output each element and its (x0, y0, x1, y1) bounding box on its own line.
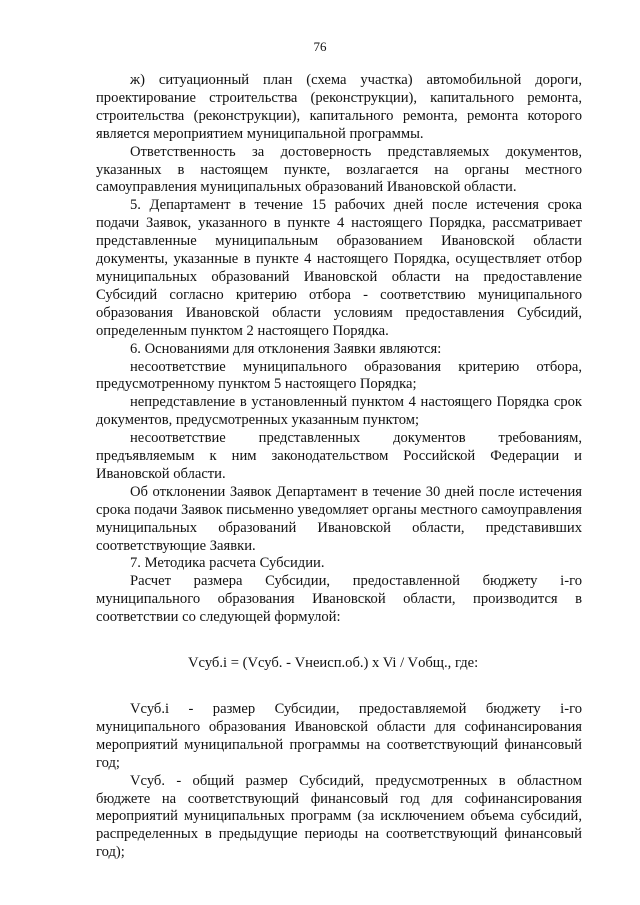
paragraph: 6. Основаниями для отклонения Заявки являются: (130, 340, 442, 357)
paragraph: несоответствие представленных документов требованиям, предъявляемым к ним законодательством Российской Федерации и Ивановской области. (96, 430, 582, 482)
paragraph: 7. Методика расчета Субсидии. (130, 555, 325, 572)
paragraph: ж) ситуационный план (схема участка) автомобильной дороги, проектирование строительства (реконструкции), капитального ремонта, строительства (реконструкции), капитального ремонта, ремонта которого является мероприятием муниципальной программы. (96, 72, 582, 142)
paragraph: Vсуб.i - размер Субсидии, предоставляемой бюджету i-го муниципального образования Ивановской области для софинансирования мероприятий муниципальной программы на соответствующий финансовый год; (96, 701, 582, 771)
paragraph: непредставление в установленный пунктом 4 настоящего Порядка срок документов, предусмотренных указанным пунктом; (96, 394, 582, 429)
paragraph: 5. Департамент в течение 15 рабочих дней после истечения срока подачи Заявок, указанного в пункте 4 настоящего Порядка, рассматривает представленные муниципальным образованием Ивановской области документы, указанные в пункте 4 настоящего Порядка, осуществляет отбор муниципальных образований Ивановской области на предоставление Субсидий согласно критерию отбора - соответствию муниципального образования Ивановской области условиям предоставления Субсидий, определенным пунктом 2 настоящего Порядка. (96, 197, 582, 339)
paragraph: Vсуб. - общий размер Субсидий, предусмотренных в областном бюджете на соответствующий финансовый год для софинансирования мероприятий муниципальных программ (за исключением объема субсидий, распределенных в предыдущие периоды на соответствующий финансовый год); (96, 772, 582, 861)
formula: Vсуб.i = (Vсуб. - Vнеисп.об.) x Vi / Vобщ., где: (188, 655, 479, 672)
paragraph: несоответствие муниципального образования критерию отбора, предусмотренному пунктом 5 настоящего Порядка; (96, 358, 582, 393)
page-number: 76 (313, 39, 327, 54)
paragraph: Об отклонении Заявок Департамент в течение 30 дней после истечения срока подачи Заявок письменно уведомляет органы местного самоуправления муниципальных образований Ивановской области, представивших соответствующие Заявки. (96, 483, 582, 554)
paragraph: Ответственность за достоверность представляемых документов, указанных в настоящем пункте, возлагается на органы местного самоуправления муниципальных образований Ивановской области. (96, 143, 582, 196)
paragraph: Расчет размера Субсидии, предоставленной бюджету i-го муниципального образования Ивановской области, производится в соответствии со следующей формулой: (96, 573, 582, 626)
document-body (96, 72, 582, 862)
